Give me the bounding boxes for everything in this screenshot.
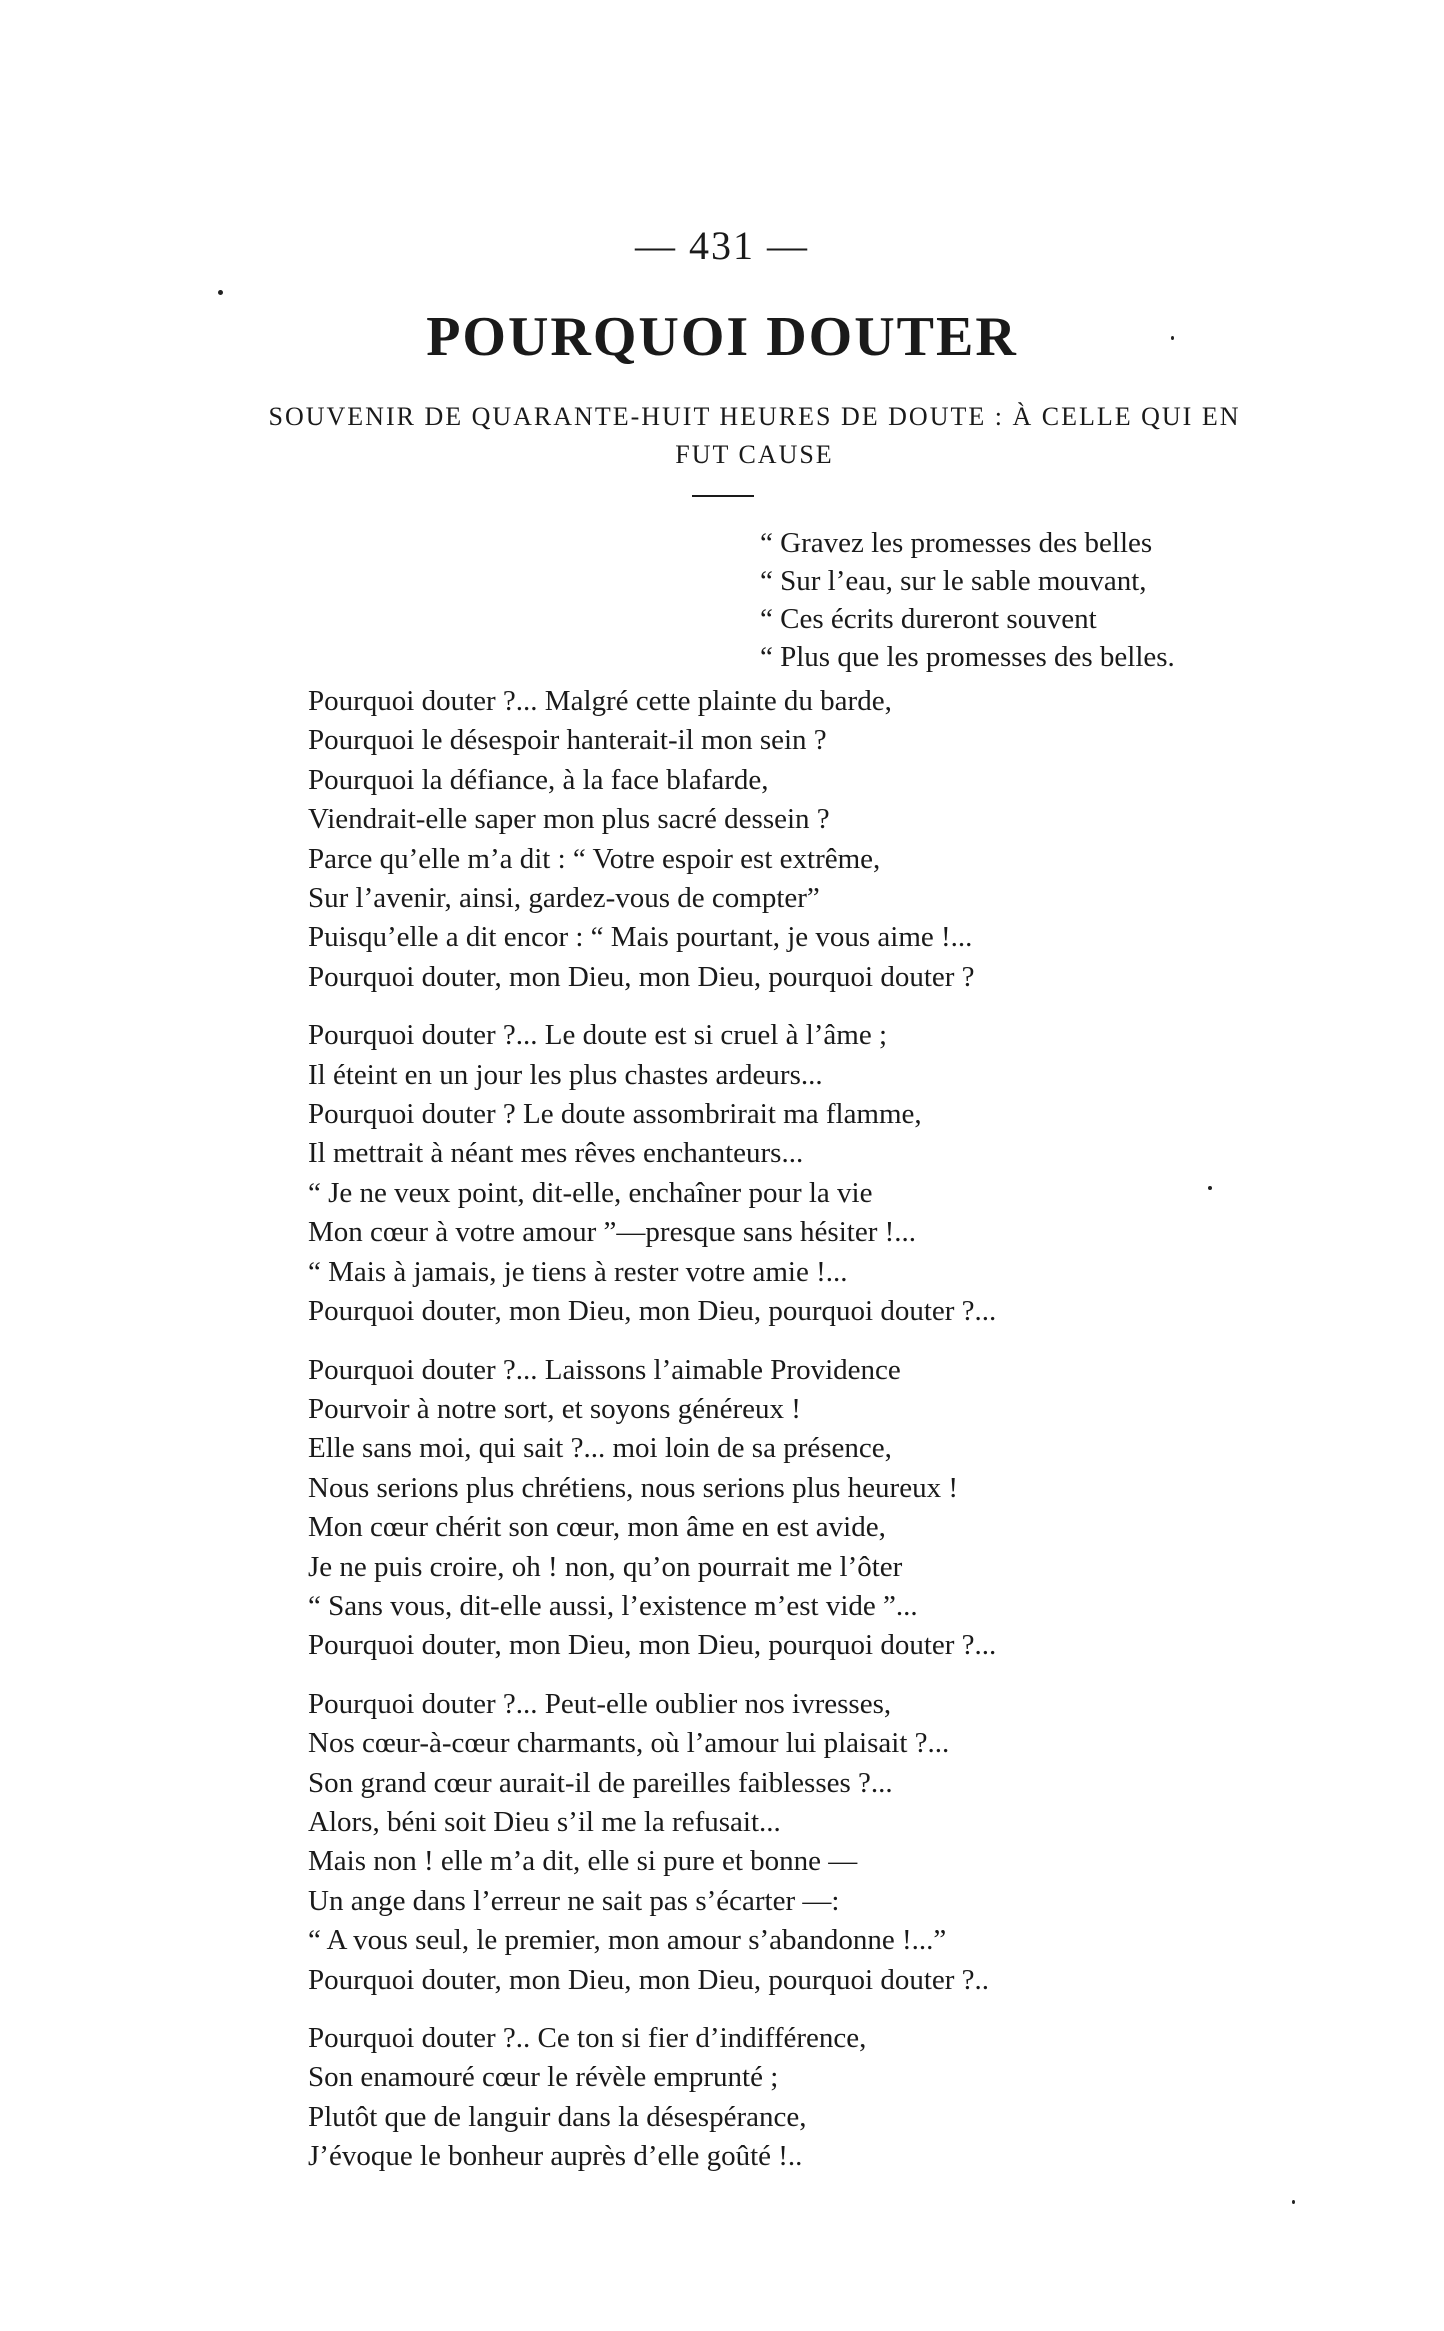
verse-line: Parce qu’elle m’a dit : “ Votre espoir est extrême,: [308, 842, 881, 875]
verse-line: Nous serions plus chrétiens, nous serions plus heureux !: [308, 1471, 958, 1504]
verse-line: Sur l’avenir, ainsi, gardez-vous de compter”: [308, 882, 820, 915]
scan-speck: [1171, 336, 1174, 340]
stanza-1: [308, 682, 1228, 997]
poem-subtitle: SOUVENIR DE QUARANTE-HUIT HEURES DE DOUTE : À CELLE QUI EN FUT CAUSE: [268, 402, 1241, 469]
stanza-3: [308, 1351, 1228, 1666]
verse-line: Pourquoi le désespoir hanterait-il mon sein ?: [308, 724, 827, 757]
title-rule: [692, 495, 754, 497]
verse-line: Pourquoi douter ?... Malgré cette plainte du barde,: [308, 685, 892, 717]
verse-line: “ Sans vous, dit-elle aussi, l’existence m’est vide ”...: [308, 1589, 918, 1622]
verse-line: Je ne puis croire, oh ! non, qu’on pourrait me l’ôter: [308, 1550, 903, 1583]
verse-line: Mon cœur chérit son cœur, mon âme en est avide,: [308, 1511, 886, 1544]
verse-line: Pourquoi douter, mon Dieu, mon Dieu, pourquoi douter ?...: [308, 1295, 997, 1328]
verse-line: Alors, béni soit Dieu s’il me la refusait...: [308, 1805, 781, 1838]
verse-line: Pourvoir à notre sort, et soyons généreux !: [308, 1392, 801, 1425]
scan-speck: [218, 290, 223, 295]
verse-line: Il mettrait à néant mes rêves enchanteurs...: [308, 1137, 804, 1170]
verse-line: Pourquoi douter ?... Laissons l’aimable Providence: [308, 1353, 901, 1386]
verse-line: Mais non ! elle m’a dit, elle si pure et bonne —: [308, 1845, 858, 1878]
verse-line: Plutôt que de languir dans la désespérance,: [308, 2100, 807, 2133]
scan-speck: [1292, 2200, 1295, 2204]
poem-body: [308, 682, 1228, 2196]
verse-line: Pourquoi douter ?... Peut-elle oublier nos ivresses,: [308, 1687, 892, 1720]
verse-line: “ A vous seul, le premier, mon amour s’abandonne !...”: [308, 1924, 947, 1957]
verse-line: Pourquoi douter, mon Dieu, mon Dieu, pourquoi douter ?..: [308, 1963, 990, 1996]
epigraph: [760, 524, 1320, 676]
verse-line: J’évoque le bonheur auprès d’elle goûté !..: [308, 2140, 803, 2173]
verse-line: “ Mais à jamais, je tiens à rester votre amie !...: [308, 1255, 848, 1288]
stanza-2: [308, 1016, 1228, 1331]
epigraph-line: “ Plus que les promesses des belles.: [760, 641, 1175, 673]
verse-line: Pourquoi la défiance, à la face blafarde,: [308, 763, 769, 796]
verse-line: Mon cœur à votre amour ”—presque sans hésiter !...: [308, 1216, 917, 1249]
verse-line: Elle sans moi, qui sait ?... moi loin de sa présence,: [308, 1432, 892, 1465]
page-number: — 431 —: [635, 223, 809, 268]
epigraph-line: “ Gravez les promesses des belles: [760, 527, 1153, 559]
verse-line: Il éteint en un jour les plus chastes ardeurs...: [308, 1058, 823, 1091]
verse-line: Pourquoi douter, mon Dieu, mon Dieu, pourquoi douter ?...: [308, 1629, 997, 1662]
verse-line: Pourquoi douter ? Le doute assombrirait ma flamme,: [308, 1098, 922, 1131]
verse-line: Son enamouré cœur le révèle emprunté ;: [308, 2061, 779, 2094]
stanza-5: [308, 2019, 1228, 2177]
verse-line: Son grand cœur aurait-il de pareilles faiblesses ?...: [308, 1766, 893, 1799]
verse-line: Pourquoi douter ?... Le doute est si cruel à l’âme ;: [308, 1019, 888, 1052]
verse-line: “ Je ne veux point, dit-elle, enchaîner pour la vie: [308, 1176, 873, 1209]
verse-line: Pourquoi douter ?.. Ce ton si fier d’indifférence,: [308, 2022, 867, 2054]
verse-line: Puisqu’elle a dit encor : “ Mais pourtant, je vous aime !...: [308, 921, 973, 954]
poem-title: POURQUOI DOUTER: [426, 306, 1018, 368]
verse-line: Pourquoi douter, mon Dieu, mon Dieu, pourquoi douter ?: [308, 960, 975, 993]
stanza-4: [308, 1685, 1228, 2000]
epigraph-line: “ Sur l’eau, sur le sable mouvant,: [760, 565, 1147, 597]
verse-line: Nos cœur-à-cœur charmants, où l’amour lui plaisait ?...: [308, 1727, 950, 1760]
scan-speck: [1208, 1186, 1212, 1190]
epigraph-line: “ Ces écrits dureront souvent: [760, 603, 1097, 635]
verse-line: Viendrait-elle saper mon plus sacré dessein ?: [308, 803, 830, 836]
verse-line: Un ange dans l’erreur ne sait pas s’écarter —:: [308, 1884, 840, 1917]
